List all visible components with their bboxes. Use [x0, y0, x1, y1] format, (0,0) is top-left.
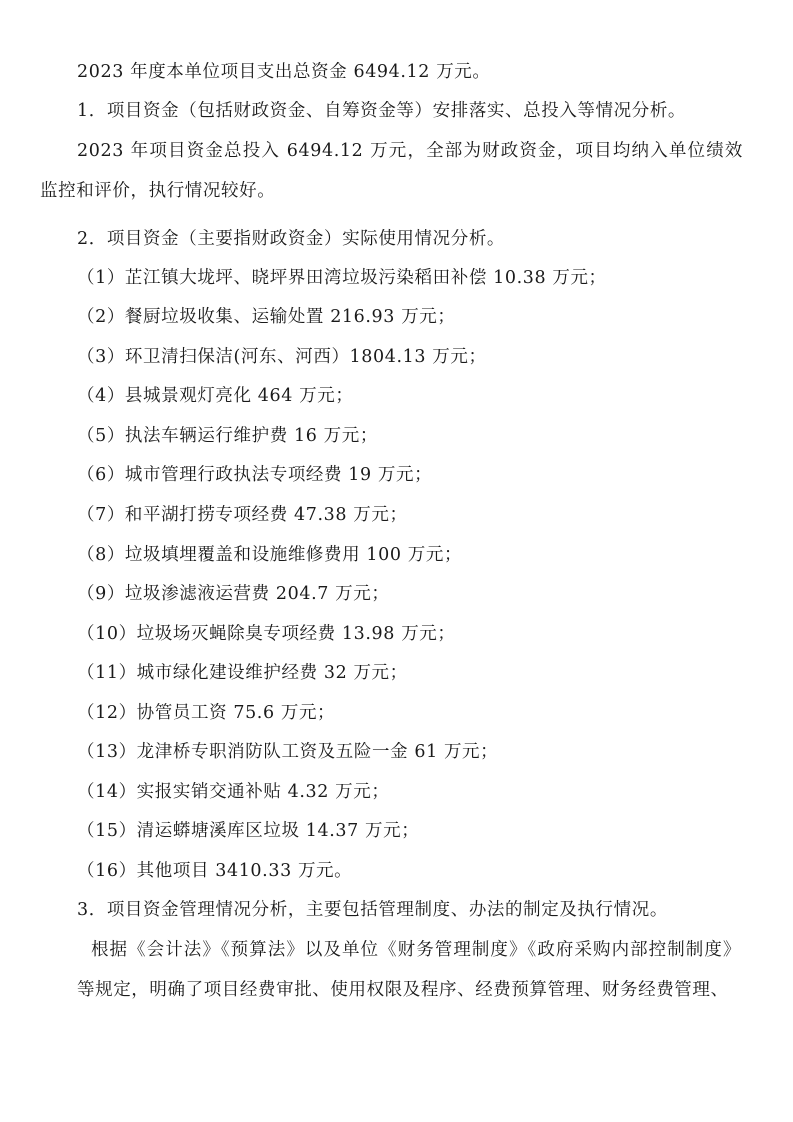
list-item: （6）城市管理行政执法专项经费 19 万元；	[77, 465, 433, 485]
list-item: （16）其他项目 3410.33 万元。	[77, 861, 353, 881]
list-item: （10）垃圾场灭蝇除臭专项经费 13.98 万元；	[77, 624, 456, 644]
list-item: （8）垃圾填埋覆盖和设施维修费用 100 万元；	[77, 545, 463, 565]
list-item: （2）餐厨垃圾收集、运输处置 216.93 万元；	[77, 307, 456, 327]
list-item: （4）县城景观灯亮化 464 万元；	[77, 386, 354, 406]
list-item: （7）和平湖打捞专项经费 47.38 万元；	[77, 505, 408, 525]
paragraph-management-rules: 根据《会计法》《预算法》以及单位《财务管理制度》《政府采购内部控制制度》等规定，明确了项目经费审批、使用权限及程序、经费预算管理、财务经费管理、	[77, 940, 741, 1000]
list-item: （14）实报实销交通补贴 4.32 万元；	[77, 782, 390, 802]
list-item: （1）芷江镇大垅坪、晓坪界田湾垃圾污染稻田补偿 10.38 万元；	[77, 268, 607, 288]
list-item: （9）垃圾渗滤液运营费 204.7 万元；	[77, 584, 390, 604]
heading-section-3: 3．项目资金管理情况分析，主要包括管理制度、办法的制定及执行情况。	[77, 900, 668, 920]
heading-section-1: 1．项目资金（包括财政资金、自筹资金等）安排落实、总投入等情况分析。	[77, 101, 687, 121]
paragraph-total-funds: 2023 年度本单位项目支出总资金 6494.12 万元。	[77, 62, 491, 82]
list-item: （15）清运蟒塘溪库区垃圾 14.37 万元；	[77, 821, 420, 841]
list-item: （13）龙津桥专职消防队工资及五险一金 61 万元；	[77, 742, 499, 762]
list-item: （5）执法车辆运行维护费 16 万元；	[77, 426, 378, 446]
heading-section-2: 2．项目资金（主要指财政资金）实际使用情况分析。	[77, 229, 506, 249]
list-item: （11）城市绿化建设维护经费 32 万元；	[77, 663, 408, 683]
list-item: （12）协管员工资 75.6 万元；	[77, 703, 336, 723]
list-item: （3）环卫清扫保洁(河东、河西）1804.13 万元；	[77, 347, 487, 367]
paragraph-total-investment: 2023 年项目资金总投入 6494.12 万元，全部为财政资金，项目均纳入单位绩效监控和评价，执行情况较好。	[40, 141, 743, 201]
